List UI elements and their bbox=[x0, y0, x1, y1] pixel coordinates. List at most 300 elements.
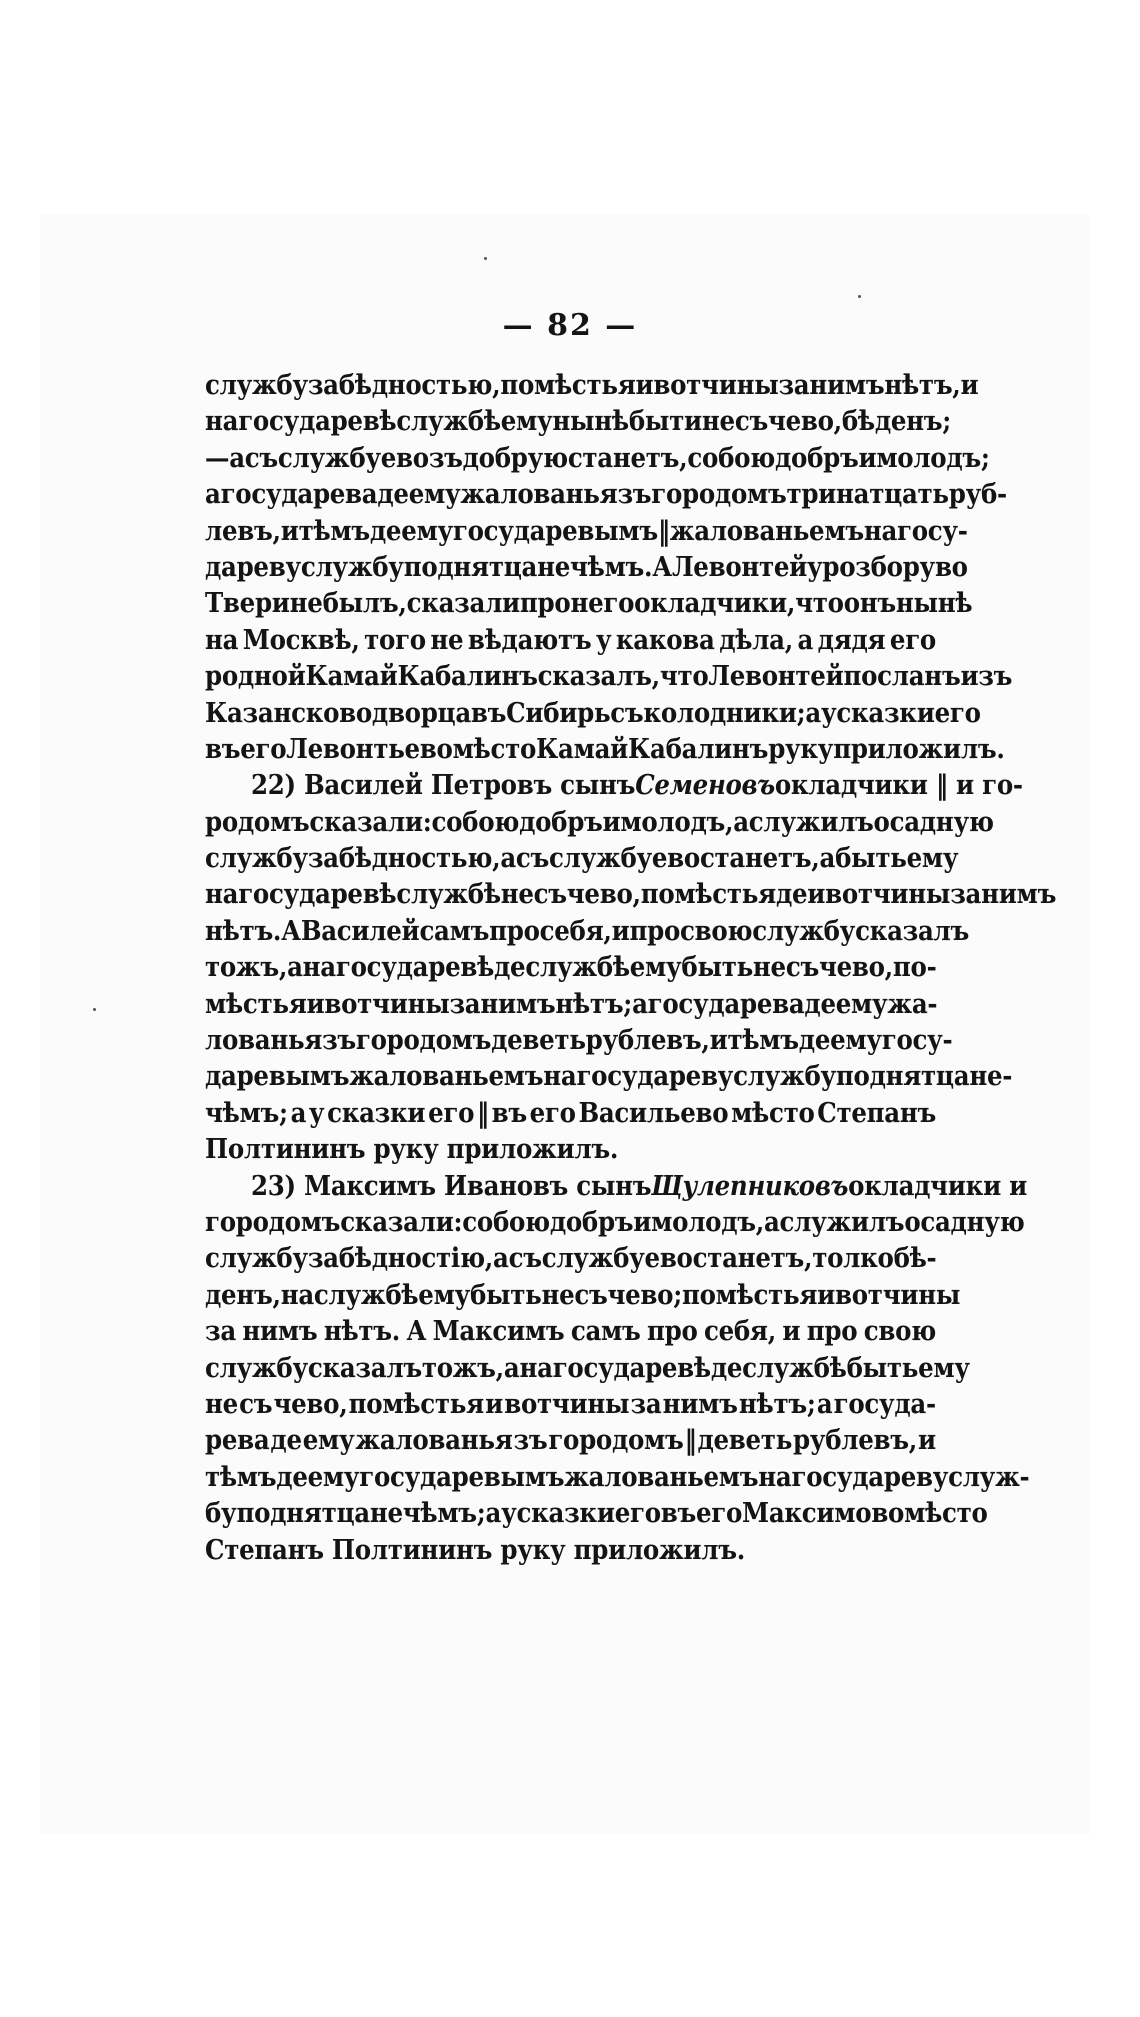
word: а bbox=[733, 804, 749, 838]
word: рублевъ, bbox=[793, 1423, 917, 1456]
text-line bbox=[205, 1311, 936, 1352]
word: городомъ bbox=[548, 1423, 684, 1456]
word: жалованья bbox=[460, 477, 618, 510]
text-line bbox=[205, 1384, 936, 1425]
word: де bbox=[775, 877, 808, 911]
word: службу bbox=[549, 841, 652, 874]
word: родомъ bbox=[205, 804, 310, 838]
word: и bbox=[918, 1423, 936, 1456]
text-line bbox=[205, 620, 936, 661]
word: станетъ, bbox=[692, 1241, 813, 1275]
word: жа- bbox=[887, 986, 938, 1020]
word: и bbox=[858, 440, 877, 474]
word: службѣ bbox=[742, 1350, 847, 1384]
word: не- bbox=[969, 1059, 1013, 1093]
text-line bbox=[205, 1165, 1028, 1206]
line-text: Полтининъ руку приложилъ. bbox=[205, 1132, 619, 1165]
word: нечѣмъ; bbox=[369, 1496, 486, 1529]
word: ‖ bbox=[657, 513, 670, 547]
word: за bbox=[307, 1241, 339, 1275]
word: съ bbox=[239, 1387, 273, 1420]
text-line bbox=[205, 874, 1057, 915]
word: молодъ; bbox=[876, 440, 990, 474]
word: что bbox=[659, 659, 709, 692]
word: а bbox=[819, 841, 836, 874]
word: службѣ bbox=[396, 877, 501, 911]
text-line bbox=[205, 510, 968, 551]
word: и bbox=[611, 914, 630, 947]
word: быть bbox=[846, 1350, 919, 1384]
text-line bbox=[205, 365, 979, 406]
word: дворца bbox=[371, 695, 471, 729]
word: государевѣ bbox=[552, 1350, 711, 1384]
word: нимъ bbox=[242, 1314, 318, 1347]
surname-italic: Щулепниковъ bbox=[651, 1168, 849, 1202]
word: де bbox=[798, 1023, 831, 1056]
word: ему bbox=[830, 1023, 882, 1056]
word: руку bbox=[768, 732, 834, 765]
word: за bbox=[449, 986, 481, 1020]
word: ево bbox=[651, 841, 700, 874]
text-line bbox=[205, 802, 994, 843]
word: ему bbox=[418, 1277, 470, 1311]
word: осадную bbox=[904, 1205, 1025, 1238]
word: —а bbox=[205, 440, 245, 474]
word: съ bbox=[244, 440, 278, 474]
word: его bbox=[889, 622, 936, 656]
word: Васильево bbox=[578, 1095, 729, 1129]
word: Москвѣ, bbox=[242, 622, 360, 656]
word: нѣтъ; bbox=[738, 1387, 816, 1420]
word: государевымъ bbox=[452, 513, 658, 547]
word: ево bbox=[380, 440, 429, 474]
word: быти bbox=[628, 404, 702, 438]
word: тринатцать bbox=[786, 477, 949, 510]
word: съ bbox=[533, 877, 567, 911]
word: а bbox=[805, 695, 821, 729]
word: на bbox=[205, 877, 239, 911]
text-line bbox=[205, 474, 1007, 515]
word: собою bbox=[431, 804, 520, 838]
word: помѣстья bbox=[500, 368, 636, 401]
word: себя, bbox=[703, 1314, 776, 1347]
word: Максимъ bbox=[432, 1314, 565, 1347]
word: ему bbox=[918, 1350, 970, 1384]
surname-italic: Семеновъ bbox=[635, 768, 775, 801]
text-line bbox=[205, 692, 981, 733]
word: про bbox=[806, 1314, 858, 1347]
word: и bbox=[960, 368, 979, 401]
word: деветь bbox=[491, 1023, 586, 1056]
word: на bbox=[519, 1350, 553, 1384]
word: какова bbox=[615, 622, 715, 656]
word: добръ bbox=[519, 804, 603, 838]
word: свою bbox=[680, 914, 753, 947]
word: руб- bbox=[948, 477, 1007, 510]
word: не bbox=[500, 877, 534, 911]
word: розбору bbox=[822, 550, 935, 583]
word: нѣтъ. bbox=[205, 914, 282, 947]
page-number: — 82 — bbox=[502, 308, 638, 343]
word: чево, bbox=[767, 404, 842, 438]
word: окладчики, bbox=[634, 586, 796, 620]
word: у bbox=[807, 550, 823, 583]
word: сказалъ bbox=[855, 914, 970, 947]
word: Степанъ bbox=[817, 1095, 936, 1129]
word: и bbox=[635, 368, 654, 401]
word: вѣдаютъ bbox=[467, 622, 592, 656]
word: зъ bbox=[428, 440, 463, 474]
word: а bbox=[632, 986, 648, 1020]
word: дѣла, bbox=[719, 622, 793, 656]
word: госуда- bbox=[833, 1387, 936, 1420]
word: нѣтъ, bbox=[884, 368, 961, 401]
word: съ bbox=[610, 695, 644, 729]
word: де bbox=[369, 513, 402, 547]
word: и bbox=[782, 1314, 801, 1347]
word: вотчины bbox=[653, 368, 779, 401]
word: лованья bbox=[205, 1023, 323, 1056]
word: государевымъ bbox=[359, 1459, 565, 1493]
word: ему bbox=[835, 986, 888, 1020]
word: вотчины bbox=[504, 1387, 630, 1420]
word: сказки bbox=[836, 695, 935, 729]
word: ему bbox=[307, 1459, 360, 1493]
word: мѣсто bbox=[904, 1496, 988, 1529]
word: де bbox=[276, 1459, 308, 1493]
stray-ink-dot bbox=[484, 257, 487, 260]
word: про bbox=[519, 586, 571, 620]
word: служилъ bbox=[748, 804, 874, 838]
word: тѣмъ bbox=[205, 1459, 277, 1493]
word: де bbox=[494, 950, 526, 983]
word: чево; bbox=[607, 1277, 682, 1311]
word: станетъ, bbox=[567, 440, 688, 474]
word: добрую bbox=[462, 440, 568, 474]
word: быть bbox=[681, 950, 753, 983]
word: его bbox=[934, 695, 981, 729]
word: городомъ bbox=[205, 1205, 341, 1238]
text-line bbox=[205, 1093, 936, 1134]
word: за bbox=[205, 1314, 236, 1347]
word: де bbox=[377, 477, 409, 510]
word: де bbox=[710, 1350, 743, 1384]
word: чево, bbox=[818, 950, 893, 983]
word: Сибирь bbox=[506, 695, 611, 729]
word: даревымъ bbox=[205, 1059, 350, 1093]
word: его bbox=[614, 1496, 661, 1529]
word: не bbox=[289, 586, 323, 620]
word: государевѣ bbox=[238, 877, 397, 911]
text-line bbox=[205, 1020, 953, 1061]
word: Кабалинъ bbox=[397, 659, 538, 692]
word: ‖ bbox=[684, 1423, 697, 1456]
word: его bbox=[240, 732, 287, 765]
text-line bbox=[205, 838, 959, 879]
word: съ bbox=[574, 1277, 608, 1311]
word: Максимово bbox=[742, 1496, 905, 1529]
line-text-after: окладчики и bbox=[848, 1168, 1028, 1202]
word: Казансково bbox=[205, 695, 372, 729]
word: съ bbox=[785, 950, 819, 983]
word: службу bbox=[205, 1241, 308, 1275]
word: сказалъ bbox=[307, 1350, 422, 1384]
word: ему bbox=[629, 950, 682, 983]
word: родной bbox=[205, 659, 306, 692]
word: и bbox=[280, 513, 299, 547]
word: тожъ, bbox=[205, 950, 288, 983]
word: не bbox=[430, 622, 464, 656]
word: зъ bbox=[513, 1423, 548, 1456]
word: добръ bbox=[775, 440, 859, 474]
word: бу bbox=[205, 1496, 237, 1529]
word: себя, bbox=[539, 914, 612, 947]
word: и bbox=[306, 986, 325, 1020]
word: приложилъ. bbox=[833, 732, 1005, 765]
word: сказалъ, bbox=[537, 659, 660, 692]
text-line bbox=[205, 438, 990, 479]
word: бѣдностью, bbox=[338, 841, 501, 874]
word: А bbox=[281, 914, 301, 947]
word: толко bbox=[812, 1241, 894, 1275]
word: бѣдностью, bbox=[338, 368, 501, 401]
word: поднятца bbox=[403, 550, 538, 583]
word: помѣстья bbox=[681, 1277, 818, 1311]
word: у bbox=[308, 1095, 325, 1129]
word: того bbox=[364, 622, 426, 656]
word: въ bbox=[660, 1496, 696, 1529]
text-line bbox=[205, 401, 952, 442]
text-line bbox=[205, 983, 936, 1024]
word: осадную bbox=[873, 804, 994, 838]
word: самъ bbox=[570, 1314, 641, 1347]
word: быть bbox=[469, 1277, 542, 1311]
text-line bbox=[205, 1056, 1013, 1097]
word: Камай bbox=[305, 659, 398, 692]
word: и bbox=[807, 877, 826, 911]
word: Камай bbox=[536, 732, 629, 765]
word: госу- bbox=[881, 1023, 953, 1056]
word: де bbox=[270, 1423, 302, 1456]
word: въ bbox=[470, 695, 507, 729]
text-line bbox=[205, 1238, 936, 1279]
word: вотчины bbox=[324, 986, 450, 1020]
word: службу bbox=[541, 1241, 645, 1275]
word: за bbox=[950, 877, 982, 911]
word: сказали bbox=[406, 586, 520, 620]
word: жалованьемъ bbox=[564, 1459, 759, 1493]
word: про bbox=[646, 1314, 698, 1347]
word: былъ, bbox=[322, 586, 407, 620]
word: нимъ bbox=[662, 1387, 738, 1420]
word: Василей bbox=[300, 914, 420, 947]
word: тѣмъ bbox=[727, 1023, 799, 1056]
word: сказки bbox=[327, 1095, 426, 1129]
word: въ bbox=[205, 732, 241, 765]
text-line bbox=[205, 1457, 1030, 1498]
word: онъ bbox=[843, 586, 896, 620]
text-line bbox=[205, 1275, 961, 1316]
word: на bbox=[302, 950, 336, 983]
word: а bbox=[500, 841, 516, 874]
word: ему bbox=[401, 513, 453, 547]
word: Левонтьево bbox=[286, 732, 453, 765]
word: у bbox=[501, 1496, 517, 1529]
word: А bbox=[406, 1314, 427, 1347]
word: службѣ bbox=[525, 950, 630, 983]
word: а bbox=[290, 1095, 307, 1129]
word: на bbox=[758, 1459, 792, 1493]
word: рублевъ, bbox=[585, 1023, 710, 1056]
word: самъ bbox=[419, 914, 490, 947]
word: Левонтей bbox=[708, 659, 844, 692]
word: не bbox=[752, 950, 786, 983]
word: нынѣ bbox=[895, 586, 973, 620]
word: а bbox=[503, 1350, 520, 1384]
word: службу bbox=[300, 550, 404, 583]
text-line bbox=[205, 583, 973, 624]
word: городомъ bbox=[355, 1023, 492, 1056]
word: жалованьемъ bbox=[349, 1059, 544, 1093]
word: помѣстья bbox=[640, 877, 776, 911]
word: сказки bbox=[516, 1496, 615, 1529]
text-line bbox=[205, 765, 1023, 806]
text-line bbox=[205, 1347, 970, 1388]
stray-ink-dot bbox=[93, 1008, 96, 1011]
word: тожъ, bbox=[421, 1350, 504, 1384]
word: денъ, bbox=[205, 1277, 281, 1311]
word: Твери bbox=[205, 586, 290, 620]
word: службу bbox=[277, 440, 381, 474]
word: съ bbox=[515, 841, 550, 874]
word: на bbox=[205, 404, 239, 438]
line-text-before: 23) Максимъ Ивановъ сынъ bbox=[251, 1168, 652, 1202]
word: жалованья bbox=[355, 1423, 513, 1456]
text-line bbox=[205, 947, 936, 988]
word: помѣстья bbox=[348, 1387, 484, 1420]
word: ‖ bbox=[476, 1095, 489, 1129]
word: на bbox=[205, 622, 239, 656]
word: его bbox=[428, 1095, 475, 1129]
word: службу bbox=[205, 1350, 308, 1384]
word: и bbox=[817, 1277, 836, 1311]
word: молодъ, bbox=[651, 1205, 764, 1238]
word: нимъ bbox=[981, 877, 1057, 911]
line-text-after: окладчики ‖ и го- bbox=[774, 768, 1023, 801]
word: у bbox=[595, 622, 612, 656]
word: служ- bbox=[948, 1459, 1030, 1493]
word: бѣденъ; bbox=[841, 404, 952, 438]
word: посланъ bbox=[843, 659, 961, 692]
word: изъ bbox=[960, 659, 1013, 692]
word: вотчины bbox=[825, 877, 951, 911]
word: службу bbox=[205, 368, 308, 401]
word: Левонтей bbox=[671, 550, 808, 583]
word: него bbox=[570, 586, 635, 620]
word: про bbox=[489, 914, 540, 947]
word: нѣтъ; bbox=[555, 986, 633, 1020]
word: служилъ bbox=[779, 1205, 905, 1238]
word: государеву bbox=[576, 1059, 734, 1093]
text-line bbox=[205, 1420, 936, 1461]
text-line bbox=[205, 1493, 988, 1534]
word: съ bbox=[734, 404, 768, 438]
word: на bbox=[863, 513, 898, 547]
word: и bbox=[709, 1023, 728, 1056]
word: нимъ bbox=[809, 368, 885, 401]
word: нимъ bbox=[480, 986, 556, 1020]
word: его bbox=[529, 1095, 576, 1129]
word: городомъ bbox=[651, 477, 787, 510]
word: ему bbox=[906, 841, 959, 874]
word: а bbox=[763, 1205, 780, 1238]
word: собою bbox=[687, 440, 775, 474]
word: дядя bbox=[817, 622, 886, 656]
word: мѣсто bbox=[731, 1095, 815, 1129]
word: дареву bbox=[205, 550, 301, 583]
word: свою bbox=[863, 1314, 936, 1347]
word: поднятца bbox=[835, 1059, 970, 1093]
word: съ bbox=[508, 1241, 542, 1275]
word: его bbox=[695, 1496, 743, 1529]
word: нынѣ bbox=[552, 404, 629, 438]
word: чѣмъ; bbox=[205, 1095, 288, 1129]
word: государеву bbox=[791, 1459, 949, 1493]
word: а bbox=[287, 950, 303, 983]
text-line bbox=[205, 656, 1013, 697]
word: а bbox=[205, 477, 221, 510]
word: что bbox=[795, 586, 844, 620]
text-line bbox=[205, 729, 1005, 770]
word: молодъ, bbox=[620, 804, 734, 838]
text-line bbox=[205, 1529, 936, 1570]
word: станетъ, bbox=[699, 841, 820, 874]
word: по- bbox=[892, 950, 937, 983]
word: и bbox=[485, 1387, 503, 1420]
word: а bbox=[816, 1387, 833, 1420]
word: а bbox=[485, 1496, 502, 1529]
word: и bbox=[633, 1205, 652, 1238]
word: ему bbox=[408, 477, 461, 510]
word: мѣсто bbox=[452, 732, 537, 765]
word: чево, bbox=[273, 1387, 348, 1420]
word: и bbox=[602, 804, 621, 838]
text-line bbox=[205, 911, 970, 952]
word: за bbox=[307, 368, 339, 401]
word: службѣ bbox=[396, 404, 501, 438]
word: чево, bbox=[566, 877, 641, 911]
word: за bbox=[307, 841, 339, 874]
line-text: Степанъ Полтининъ руку приложилъ. bbox=[205, 1532, 745, 1566]
word: государевѣ bbox=[335, 950, 495, 983]
word: бѣдностію, bbox=[338, 1241, 493, 1275]
word: на bbox=[280, 1277, 314, 1311]
word: поднятца bbox=[236, 1496, 370, 1529]
word: добръ bbox=[549, 1205, 634, 1238]
word: а bbox=[797, 622, 814, 656]
word: тѣмъ bbox=[298, 513, 370, 547]
word: службу bbox=[752, 914, 856, 947]
word: сказали: bbox=[309, 804, 432, 838]
word: бѣ- bbox=[893, 1241, 937, 1275]
word: зъ bbox=[322, 1023, 356, 1056]
word: Кабалинъ bbox=[628, 732, 769, 765]
word: нечѣмъ. bbox=[537, 550, 653, 583]
word: не bbox=[541, 1277, 575, 1311]
word: зъ bbox=[617, 477, 652, 510]
word: ево bbox=[644, 1241, 693, 1275]
text-line bbox=[205, 1202, 1025, 1243]
